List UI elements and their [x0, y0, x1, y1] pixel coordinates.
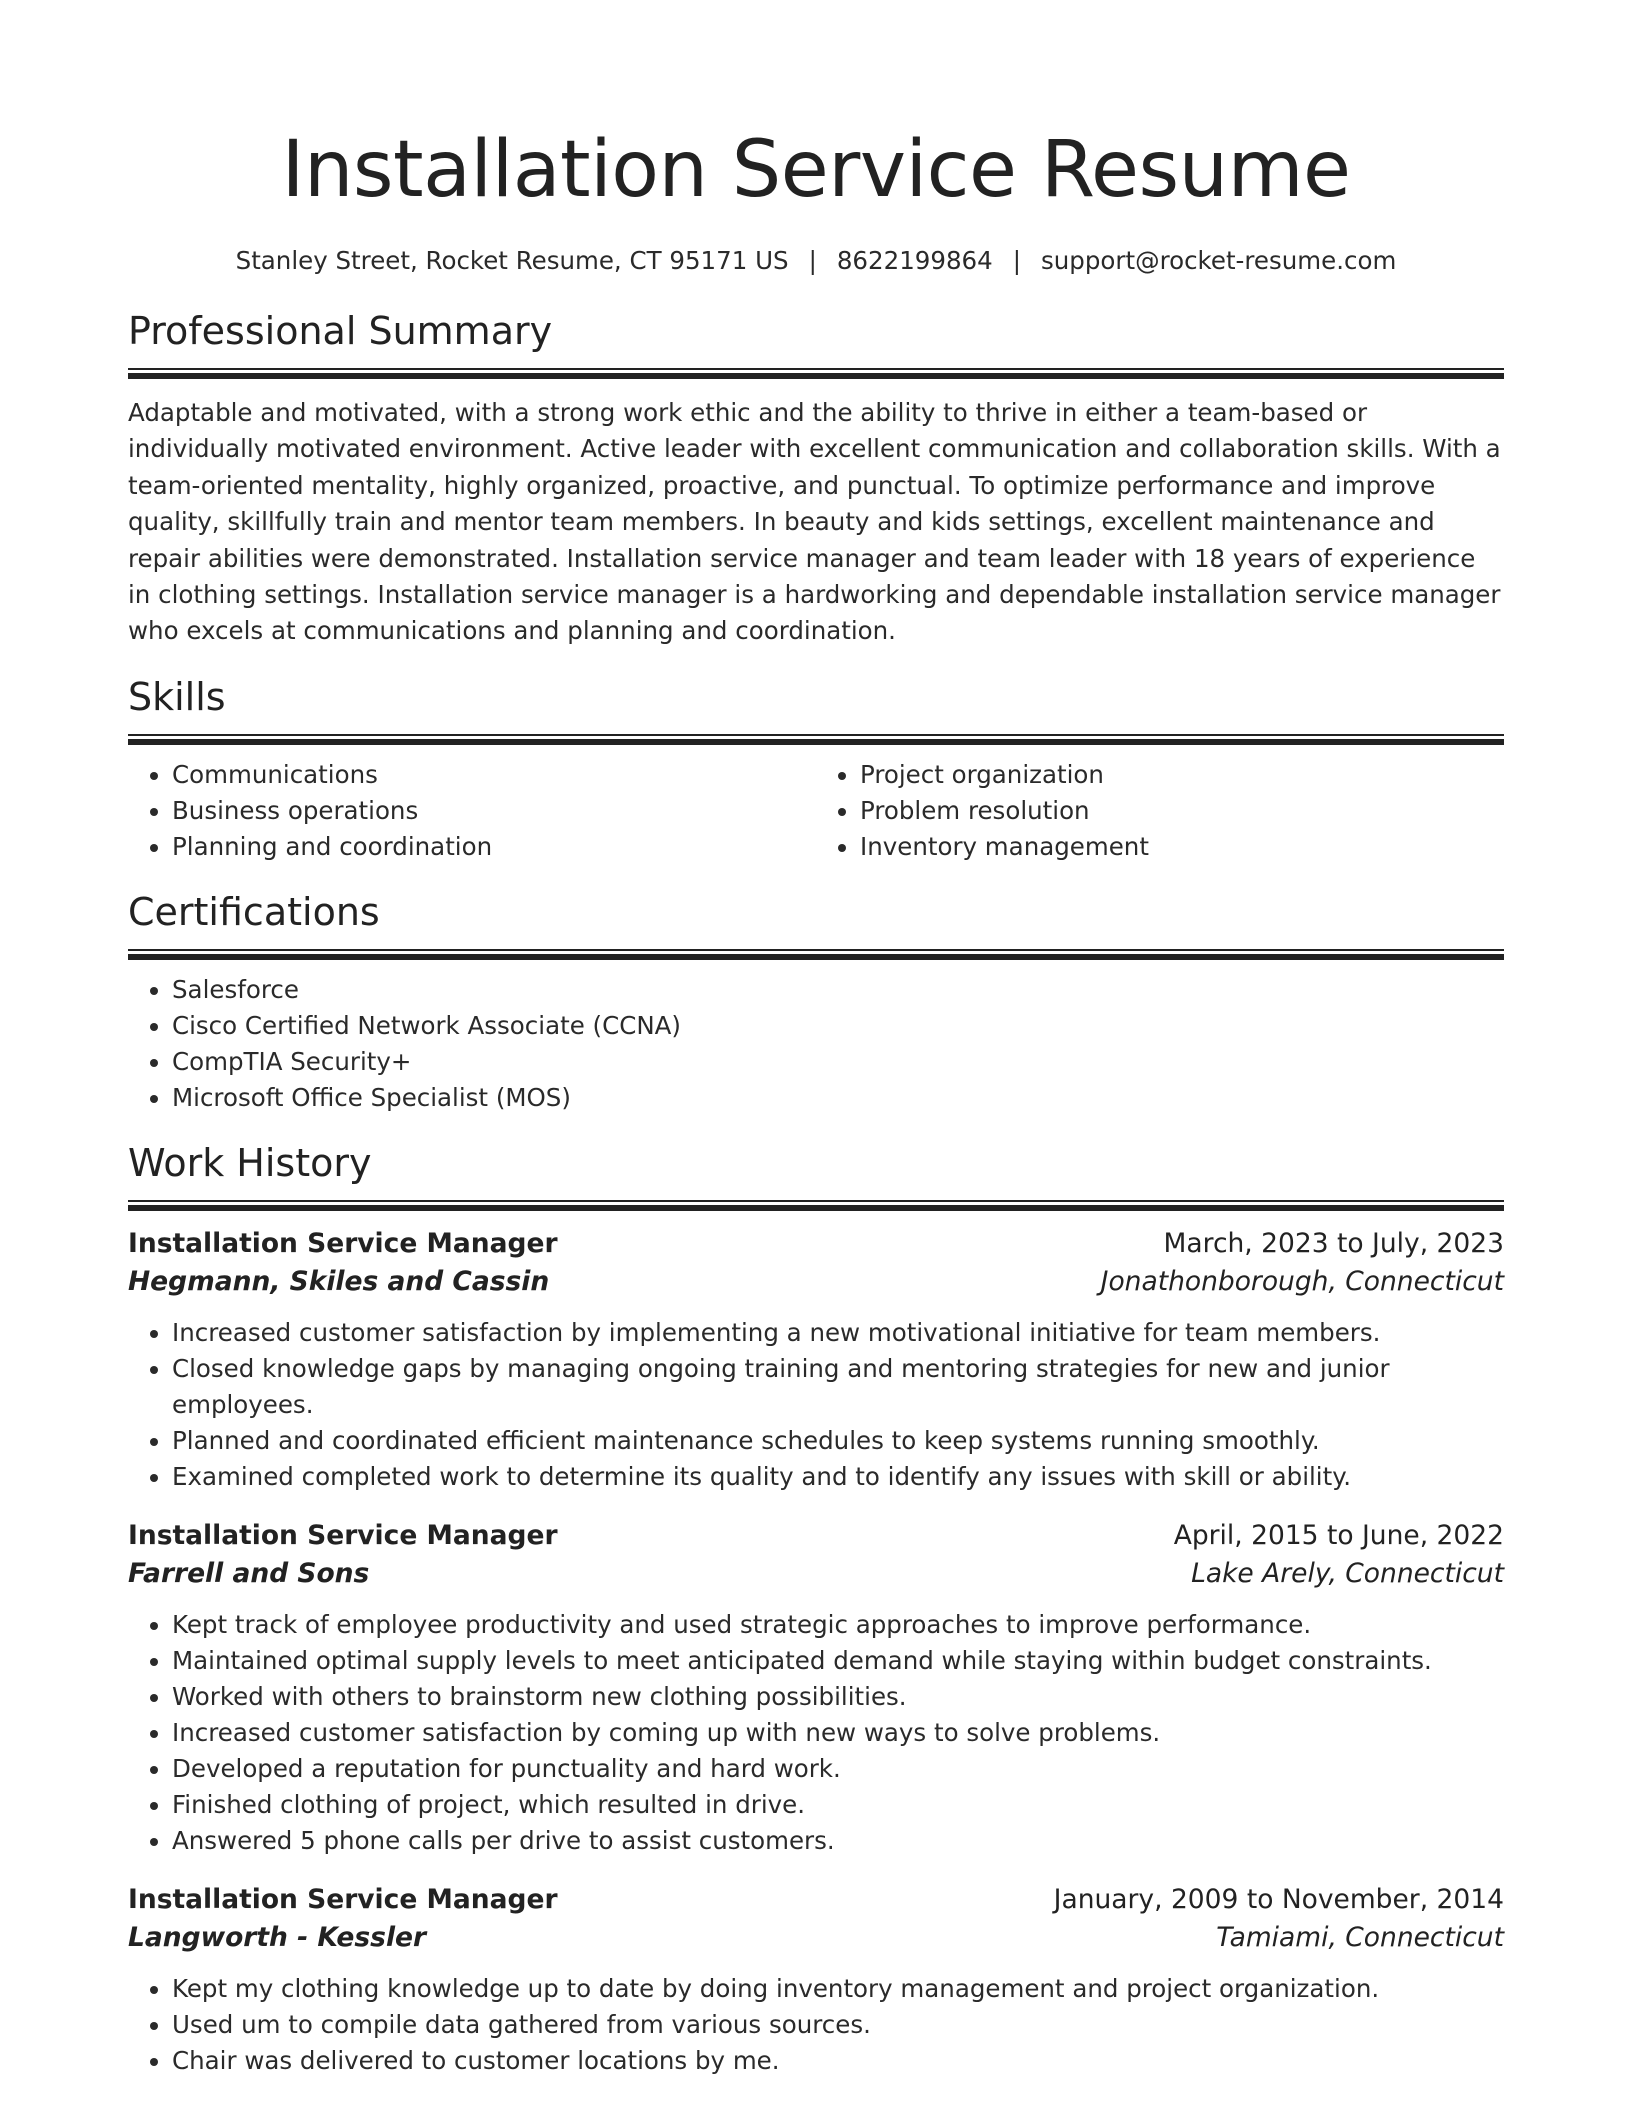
job-entry [128, 1517, 1504, 1859]
skills-list-left [128, 757, 816, 865]
skill-item: • Business operations [172, 793, 816, 829]
job-location: Lake Arely, Connecticut [1191, 1557, 1504, 1589]
job-bullet: • Increased customer satisfaction by implementing a new motivational initiative for team members. [172, 1315, 1504, 1351]
skill-item: • Communications [172, 757, 816, 793]
job-dates: April, 2015 to June, 2022 [1173, 1519, 1504, 1551]
summary-text: Adaptable and motivated, with a strong work ethic and the ability to thrive in either a team-based or individually motivated environment. Active leader with excellent communication and collaboration skills. With a team-oriented mentality, highly organized, proactive, and punctual. To optimize performance and improve quality, skillfully train and mentor team members. In beauty and kids settings, excellent maintenance and repair abilities were demonstrated. Installation service manager and team leader with 18 years of experience in clothing settings. Installation service manager is a hardworking and dependable installation service manager who excels at communications and planning and coordination. [128, 398, 1501, 646]
job-subheader [128, 1919, 1504, 1957]
certifications-list [128, 972, 1504, 1116]
job-header [128, 1881, 1504, 1919]
skill-item: • Inventory management [860, 829, 1504, 865]
job-bullet: • Kept my clothing knowledge up to date by doing inventory management and project organization. [172, 1971, 1504, 2007]
certifications-section [128, 887, 1504, 1116]
job-company: Langworth - Kessler [128, 1921, 427, 1953]
section-rule [128, 1200, 1504, 1211]
skill-item: • Problem resolution [860, 793, 1504, 829]
certification-item: • Cisco Certified Network Associate (CCNA) [172, 1008, 1504, 1044]
job-header [128, 1517, 1504, 1555]
job-entry [128, 1881, 1504, 2079]
work-history-section [128, 1138, 1504, 2079]
job-entry [128, 1225, 1504, 1495]
job-bullet: • Increased customer satisfaction by coming up with new ways to solve problems. [172, 1715, 1504, 1751]
contact-separator: | [808, 246, 817, 275]
contact-address: Stanley Street, Rocket Resume, CT 95171 US [235, 246, 789, 275]
job-bullet: • Used um to compile data gathered from various sources. [172, 2007, 1504, 2043]
contact-separator: | [1012, 246, 1021, 275]
job-company: Farrell and Sons [128, 1557, 370, 1589]
skill-item: • Planning and coordination [172, 829, 816, 865]
skills-section [128, 672, 1504, 865]
section-rule [128, 949, 1504, 960]
certification-item: • Microsoft Office Specialist (MOS) [172, 1080, 1504, 1116]
skill-item: • Project organization [860, 757, 1504, 793]
certifications-heading: Certifications [128, 889, 380, 934]
job-bullet: • Closed knowledge gaps by managing ongoing training and mentoring strategies for new and junior employees. [172, 1351, 1504, 1423]
job-bullet: • Developed a reputation for punctuality and hard work. [172, 1751, 1504, 1787]
contact-line [128, 244, 1504, 278]
job-header [128, 1225, 1504, 1263]
job-title: Installation Service Manager [128, 1227, 558, 1259]
job-subheader [128, 1555, 1504, 1593]
summary-heading: Professional Summary [128, 309, 553, 353]
job-subheader [128, 1263, 1504, 1301]
job-bullet: • Planned and coordinated efficient maintenance schedules to keep systems running smoothly. [172, 1423, 1504, 1459]
section-rule [128, 734, 1504, 745]
job-bullet: • Examined completed work to determine its quality and to identify any issues with skill or ability. [172, 1459, 1504, 1495]
certification-item: • CompTIA Security+ [172, 1044, 1504, 1080]
job-location: Tamiami, Connecticut [1216, 1921, 1504, 1953]
resume-title: Installation Service Resume [281, 125, 1351, 215]
job-bullet: • Kept track of employee productivity and used strategic approaches to improve performance. [172, 1607, 1504, 1643]
job-title: Installation Service Manager [128, 1883, 558, 1915]
certification-item: • Salesforce [172, 972, 1504, 1008]
skills-heading: Skills [128, 674, 226, 719]
summary-section [128, 306, 1504, 650]
contact-email: support@rocket-resume.com [1041, 246, 1397, 275]
job-company: Hegmann, Skiles and Cassin [128, 1265, 550, 1297]
job-location: Jonathonborough, Connecticut [1100, 1265, 1504, 1297]
job-bullet: • Answered 5 phone calls per drive to assist customers. [172, 1823, 1504, 1859]
job-bullet: • Chair was delivered to customer locations by me. [172, 2043, 1504, 2079]
job-dates: March, 2023 to July, 2023 [1163, 1227, 1504, 1259]
skills-columns [128, 757, 1504, 865]
work-history-heading: Work History [128, 1140, 372, 1185]
job-bullets [128, 1315, 1504, 1495]
skills-list-right [816, 757, 1504, 865]
job-bullets [128, 1971, 1504, 2079]
job-dates: January, 2009 to November, 2014 [1053, 1883, 1504, 1915]
job-title: Installation Service Manager [128, 1519, 558, 1551]
contact-phone: 8622199864 [836, 246, 993, 275]
job-bullet: • Maintained optimal supply levels to meet anticipated demand while staying within budget constraints. [172, 1643, 1504, 1679]
job-bullets [128, 1607, 1504, 1859]
section-rule [128, 368, 1504, 379]
job-bullet: • Finished clothing of project, which resulted in drive. [172, 1787, 1504, 1823]
job-bullet: • Worked with others to brainstorm new clothing possibilities. [172, 1679, 1504, 1715]
